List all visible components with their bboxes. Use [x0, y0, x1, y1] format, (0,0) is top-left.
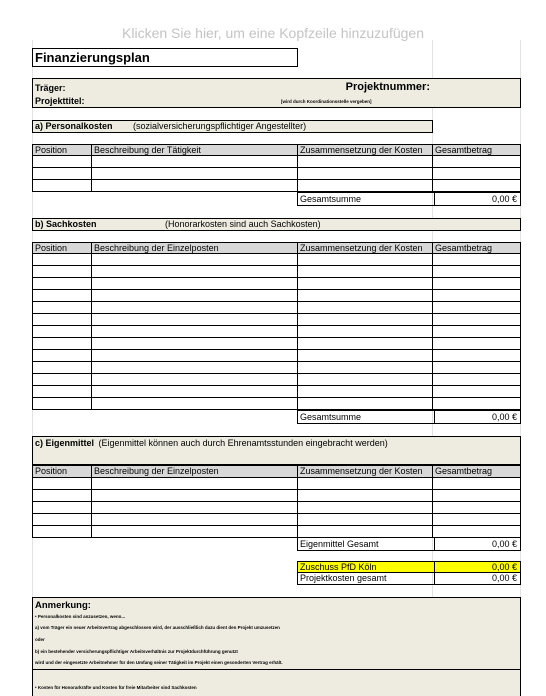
section-b-title-bar: [32, 218, 521, 231]
total-label: Gesamtsumme: [298, 411, 435, 423]
table-row[interactable]: [33, 302, 521, 314]
column-header: Beschreibung der Tätigkeit: [92, 145, 298, 155]
traeger-label: Träger:: [35, 83, 66, 93]
total-label: Gesamtsumme: [298, 193, 435, 205]
projektnummer-note: [wird durch Koordinationsstelle vergeben]: [281, 99, 372, 104]
column-header: Gesamtbetrag: [433, 145, 521, 155]
section-a-title: a) Personalkosten: [35, 121, 113, 131]
table-row[interactable]: [33, 338, 521, 350]
table-row[interactable]: [33, 254, 521, 266]
column-header: Beschreibung der Einzelposten: [92, 243, 298, 253]
column-header: Zusammensetzung der Kosten: [298, 145, 433, 155]
table-row[interactable]: [33, 362, 521, 374]
table-row[interactable]: [33, 386, 521, 398]
header-placeholder[interactable]: Klicken Sie hier, um eine Kopfzeile hinzuzufügen: [122, 25, 424, 41]
zuschuss-value: 0,00 €: [491, 562, 517, 572]
section-a-table: [32, 144, 521, 192]
projektkosten-value: 0,00 €: [491, 573, 517, 583]
page-title: Finanzierungsplan: [32, 48, 298, 67]
table-row[interactable]: [33, 490, 521, 502]
divider: [33, 669, 520, 670]
section-c-title: c) Eigenmittel: [35, 438, 95, 448]
table-header-row: [33, 242, 521, 254]
column-header: Position: [33, 466, 92, 477]
info-block: [32, 78, 521, 108]
section-a-total: [297, 192, 521, 206]
zuschuss-row: [297, 561, 521, 573]
section-c-table: [32, 465, 521, 538]
anmerkung-block: [32, 597, 521, 696]
column-header: Zusammensetzung der Kosten: [298, 466, 433, 477]
table-row[interactable]: [33, 374, 521, 386]
anmerkung-line: wird und der eingesetzte Arbeitnehmer für den Umfang seiner Tätigkeit im Projekt einen gesonderten Vertrag erhält.: [35, 660, 283, 665]
total-value: 0,00 €: [491, 194, 517, 204]
total-label: Eigenmittel Gesamt: [297, 538, 435, 550]
total-value: 0,00 €: [491, 412, 517, 422]
table-row[interactable]: [33, 266, 521, 278]
section-b-title: b) Sachkosten: [35, 219, 97, 229]
section-c-total: [297, 538, 521, 551]
table-row[interactable]: [33, 526, 521, 538]
section-c-title-bar: [32, 436, 521, 465]
section-b-table: [32, 242, 521, 410]
anmerkung-line: b) ein bestehender versicherungspflichtiger Arbeitsverhältnis zur Projektdurchführung genutzt: [35, 649, 238, 654]
total-value: 0,00 €: [435, 538, 521, 550]
table-row[interactable]: [33, 290, 521, 302]
table-row[interactable]: [33, 502, 521, 514]
column-header: Gesamtbetrag: [433, 466, 521, 477]
table-row[interactable]: [33, 156, 521, 168]
table-row[interactable]: [33, 350, 521, 362]
table-row[interactable]: [33, 478, 521, 490]
column-header: Zusammensetzung der Kosten: [298, 243, 433, 253]
section-a-title-bar: [32, 120, 433, 133]
anmerkung-title: Anmerkung:: [35, 600, 91, 611]
table-row[interactable]: [33, 314, 521, 326]
table-row[interactable]: [33, 398, 521, 410]
section-b-total: [297, 410, 521, 424]
section-a-note: (sozialversicherungspflichtiger Angestellter): [133, 121, 307, 131]
projektnummer-label: Projektnummer:: [345, 81, 430, 93]
column-header: Position: [33, 243, 92, 253]
projektkosten-label: Projektkosten gesamt: [298, 573, 435, 584]
column-header: Beschreibung der Einzelposten: [92, 466, 298, 477]
anmerkung-line: • Kosten für Honorarkräfte und Kosten für freie Mitarbeiter sind Sachkosten: [35, 685, 197, 690]
column-header: Gesamtbetrag: [433, 243, 521, 253]
anmerkung-line: a) vom Träger ein neuer Arbeitsvertrag abgeschlossen wird, der ausschließlich dazu dient den Projekt umzusetzen: [35, 625, 280, 630]
table-row[interactable]: [33, 278, 521, 290]
section-b-note: (Honorarkosten sind auch Sachkosten): [165, 219, 321, 229]
zuschuss-label: Zuschuss PfD Köln: [298, 562, 435, 572]
table-header-row: [33, 144, 521, 156]
table-row[interactable]: [33, 326, 521, 338]
table-header-row: [33, 465, 521, 478]
projektkosten-row: [297, 573, 521, 585]
table-row[interactable]: [33, 168, 521, 180]
table-row[interactable]: [33, 180, 521, 192]
anmerkung-line: oder: [35, 637, 45, 642]
column-header: Position: [33, 145, 92, 155]
section-c-note: (Eigenmittel können auch durch Ehrenamtsstunden eingebracht werden): [98, 438, 388, 448]
table-row[interactable]: [33, 514, 521, 526]
projekttitel-label: Projekttitel:: [35, 96, 85, 106]
anmerkung-line: • Personalkosten sind anzusetzen, wenn...: [35, 614, 126, 619]
